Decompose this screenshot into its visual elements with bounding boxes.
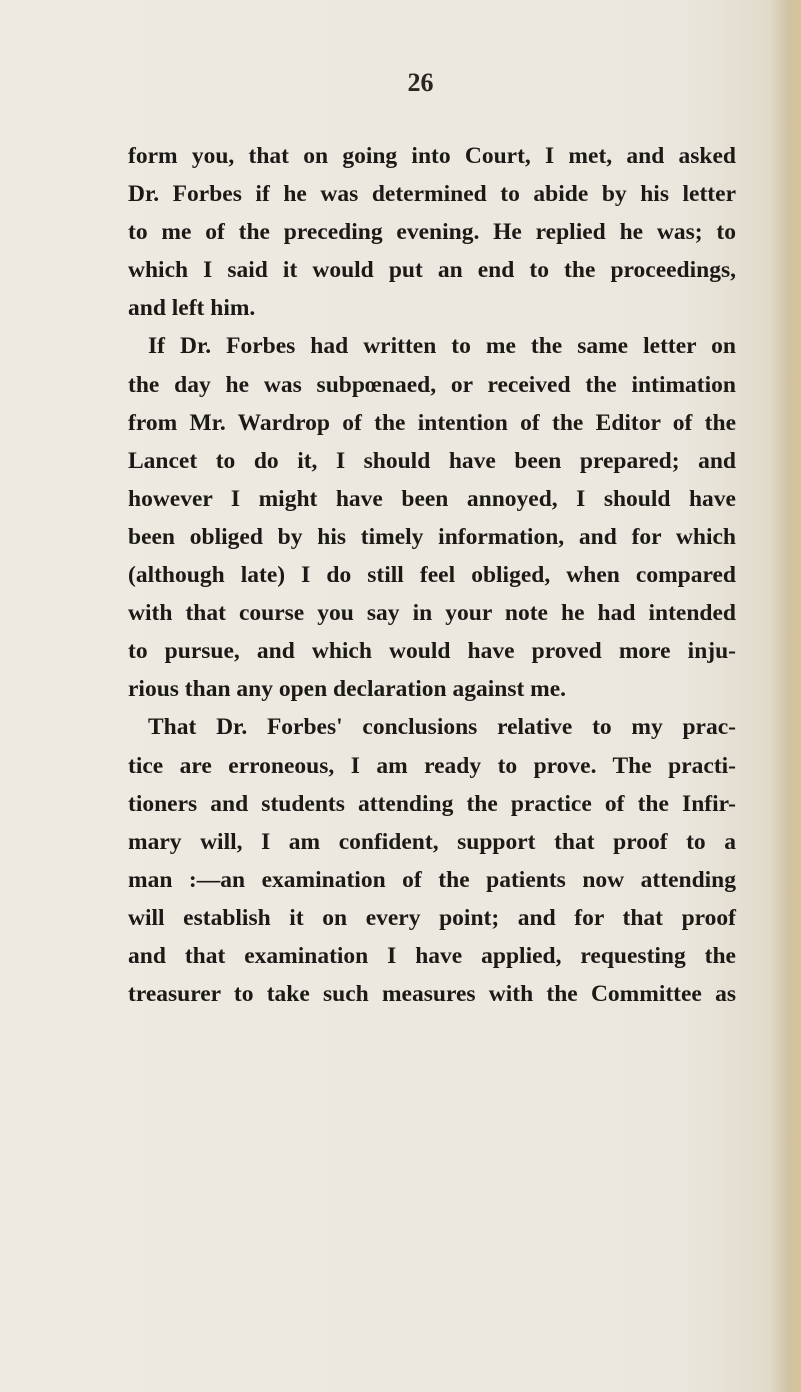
text-line: and that examination I have applied, requesting the — [128, 942, 736, 969]
text-line: will establish it on every point; and for that proof — [128, 904, 736, 931]
text-line: rious than any open declaration against me. — [128, 676, 567, 703]
text-line: from Mr. Wardrop of the intention of the Editor of the — [128, 409, 736, 436]
text-line: to me of the preceding evening. He replied he was; to — [128, 219, 736, 246]
body-text — [128, 137, 736, 1013]
text-line: tioners and students attending the practice of the Infir- — [128, 790, 736, 817]
text-line: which I said it would put an end to the proceedings, — [128, 257, 736, 284]
text-line: (although late) I do still feel obliged, when compared — [128, 562, 736, 589]
text-line: treasurer to take such measures with the Committee as — [128, 981, 736, 1008]
text-line: That Dr. Forbes' conclusions relative to my prac- — [148, 714, 736, 741]
text-line: tice are erroneous, I am ready to prove. The practi- — [128, 752, 736, 779]
text-line: been obliged by his timely information, and for which — [128, 523, 736, 550]
text-line: form you, that on going into Court, I met, and asked — [128, 143, 736, 169]
text-line: however I might have been annoyed, I should have — [128, 485, 736, 512]
text-line: Lancet to do it, I should have been prepared; and — [128, 447, 736, 474]
text-line: Dr. Forbes if he was determined to abide by his letter — [128, 181, 736, 208]
text-line: and left him. — [128, 295, 256, 322]
text-line: to pursue, and which would have proved more inju- — [128, 638, 736, 665]
text-line: If Dr. Forbes had written to me the same letter on — [148, 333, 736, 360]
page-edge-shadow — [771, 0, 801, 1392]
text-line: mary will, I am confident, support that proof to a — [128, 828, 736, 855]
page-number: 26 — [407, 68, 434, 97]
text-line: with that course you say in your note he had intended — [128, 600, 736, 627]
text-line: the day he was subpœnaed, or received the intimation — [128, 371, 736, 398]
text-line: man :—an examination of the patients now attending — [128, 866, 736, 893]
